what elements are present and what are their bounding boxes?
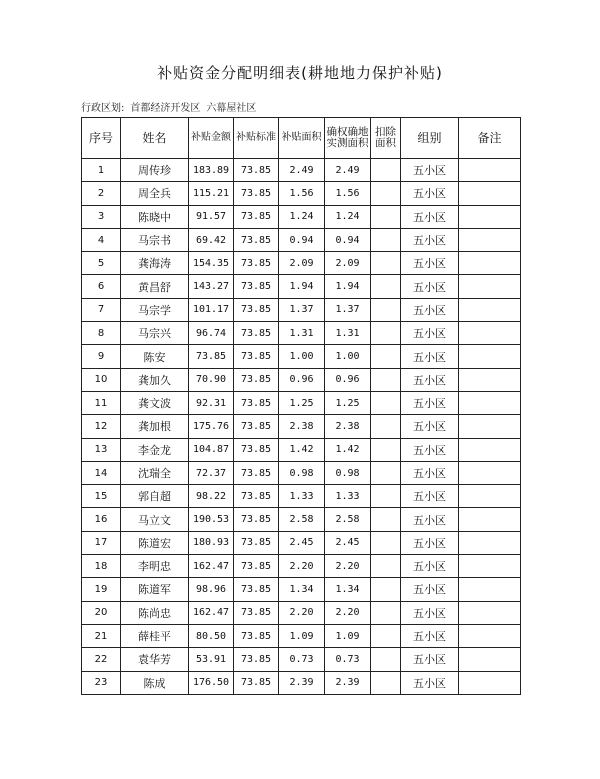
col-header-standard: 补贴标准	[234, 118, 279, 159]
cell-area: 1.37	[279, 298, 325, 321]
cell-index: 6	[82, 275, 121, 298]
cell-remarks	[459, 415, 521, 438]
cell-remarks	[459, 322, 521, 345]
cell-area: 1.25	[279, 391, 325, 414]
cell-amount: 53.91	[189, 648, 234, 671]
cell-group: 五小区	[401, 438, 459, 461]
cell-area: 0.98	[279, 461, 325, 484]
table-row	[82, 159, 521, 182]
table-body	[82, 159, 521, 695]
region-area: 首都经济开发区	[130, 103, 201, 114]
cell-measured-area: 1.56	[325, 182, 371, 205]
cell-index: 7	[82, 298, 121, 321]
region-line	[81, 99, 262, 114]
table-row	[82, 415, 521, 438]
cell-amount: 96.74	[189, 322, 234, 345]
cell-area: 1.09	[279, 624, 325, 647]
cell-deducted-area	[371, 415, 401, 438]
cell-name: 龚海涛	[121, 252, 189, 275]
cell-index: 1	[82, 159, 121, 182]
cell-measured-area: 2.49	[325, 159, 371, 182]
cell-group: 五小区	[401, 461, 459, 484]
cell-standard: 73.85	[234, 648, 279, 671]
cell-index: 11	[82, 391, 121, 414]
cell-name: 沈瑞全	[121, 461, 189, 484]
cell-deducted-area	[371, 345, 401, 368]
cell-standard: 73.85	[234, 252, 279, 275]
cell-area: 2.58	[279, 508, 325, 531]
cell-index: 17	[82, 531, 121, 554]
cell-deducted-area	[371, 531, 401, 554]
table-row	[82, 531, 521, 554]
cell-deducted-area	[371, 648, 401, 671]
cell-remarks	[459, 648, 521, 671]
subsidy-table	[81, 117, 521, 695]
cell-group: 五小区	[401, 228, 459, 251]
cell-amount: 176.50	[189, 671, 234, 694]
col-header-index: 序号	[82, 118, 121, 159]
col-header-group: 组别	[401, 118, 459, 159]
cell-standard: 73.85	[234, 555, 279, 578]
cell-area: 0.73	[279, 648, 325, 671]
cell-standard: 73.85	[234, 205, 279, 228]
table-row	[82, 485, 521, 508]
cell-measured-area: 1.94	[325, 275, 371, 298]
cell-index: 5	[82, 252, 121, 275]
table-row	[82, 391, 521, 414]
cell-group: 五小区	[401, 485, 459, 508]
cell-remarks	[459, 391, 521, 414]
cell-standard: 73.85	[234, 508, 279, 531]
cell-area: 1.34	[279, 578, 325, 601]
cell-measured-area: 2.20	[325, 601, 371, 624]
cell-standard: 73.85	[234, 228, 279, 251]
cell-amount: 98.22	[189, 485, 234, 508]
cell-group: 五小区	[401, 415, 459, 438]
cell-standard: 73.85	[234, 624, 279, 647]
cell-name: 李明忠	[121, 555, 189, 578]
cell-measured-area: 1.24	[325, 205, 371, 228]
col-header-remarks: 备注	[459, 118, 521, 159]
cell-standard: 73.85	[234, 345, 279, 368]
cell-group: 五小区	[401, 159, 459, 182]
cell-deducted-area	[371, 298, 401, 321]
table-row	[82, 601, 521, 624]
table-row	[82, 205, 521, 228]
cell-deducted-area	[371, 252, 401, 275]
cell-area: 2.49	[279, 159, 325, 182]
cell-area: 1.33	[279, 485, 325, 508]
cell-deducted-area	[371, 159, 401, 182]
cell-name: 李金龙	[121, 438, 189, 461]
cell-group: 五小区	[401, 182, 459, 205]
cell-group: 五小区	[401, 555, 459, 578]
col-header-area: 补贴面积	[279, 118, 325, 159]
table-row	[82, 578, 521, 601]
cell-deducted-area	[371, 391, 401, 414]
table-row	[82, 345, 521, 368]
cell-amount: 104.87	[189, 438, 234, 461]
cell-area: 1.00	[279, 345, 325, 368]
cell-name: 马立文	[121, 508, 189, 531]
cell-standard: 73.85	[234, 415, 279, 438]
page-title: 补贴资金分配明细表(耕地地力保护补贴)	[157, 64, 443, 82]
cell-name: 陈道军	[121, 578, 189, 601]
cell-amount: 69.42	[189, 228, 234, 251]
cell-name: 陈成	[121, 671, 189, 694]
cell-index: 21	[82, 624, 121, 647]
cell-area: 2.45	[279, 531, 325, 554]
cell-remarks	[459, 485, 521, 508]
cell-remarks	[459, 624, 521, 647]
cell-remarks	[459, 205, 521, 228]
cell-area: 2.39	[279, 671, 325, 694]
cell-name: 马宗学	[121, 298, 189, 321]
cell-standard: 73.85	[234, 601, 279, 624]
cell-remarks	[459, 671, 521, 694]
cell-index: 15	[82, 485, 121, 508]
cell-group: 五小区	[401, 648, 459, 671]
cell-deducted-area	[371, 601, 401, 624]
cell-amount: 80.50	[189, 624, 234, 647]
cell-deducted-area	[371, 182, 401, 205]
cell-area: 1.56	[279, 182, 325, 205]
cell-name: 周传珍	[121, 159, 189, 182]
table-header-row	[82, 118, 521, 159]
cell-deducted-area	[371, 228, 401, 251]
cell-index: 13	[82, 438, 121, 461]
cell-area: 1.31	[279, 322, 325, 345]
cell-amount: 115.21	[189, 182, 234, 205]
cell-amount: 143.27	[189, 275, 234, 298]
cell-deducted-area	[371, 508, 401, 531]
cell-name: 周全兵	[121, 182, 189, 205]
table-row	[82, 671, 521, 694]
table-row	[82, 438, 521, 461]
cell-area: 1.24	[279, 205, 325, 228]
cell-index: 2	[82, 182, 121, 205]
table-row	[82, 555, 521, 578]
cell-measured-area: 2.39	[325, 671, 371, 694]
cell-measured-area: 1.00	[325, 345, 371, 368]
cell-amount: 73.85	[189, 345, 234, 368]
cell-amount: 91.57	[189, 205, 234, 228]
cell-measured-area: 2.58	[325, 508, 371, 531]
cell-measured-area: 1.34	[325, 578, 371, 601]
cell-index: 14	[82, 461, 121, 484]
cell-deducted-area	[371, 205, 401, 228]
cell-name: 龚加久	[121, 368, 189, 391]
cell-remarks	[459, 228, 521, 251]
cell-measured-area: 2.09	[325, 252, 371, 275]
cell-name: 马宗书	[121, 228, 189, 251]
cell-name: 龚加根	[121, 415, 189, 438]
cell-area: 0.94	[279, 228, 325, 251]
cell-measured-area: 1.25	[325, 391, 371, 414]
cell-index: 19	[82, 578, 121, 601]
cell-remarks	[459, 531, 521, 554]
cell-remarks	[459, 461, 521, 484]
cell-deducted-area	[371, 485, 401, 508]
cell-measured-area: 1.31	[325, 322, 371, 345]
cell-deducted-area	[371, 322, 401, 345]
cell-group: 五小区	[401, 578, 459, 601]
cell-index: 16	[82, 508, 121, 531]
cell-standard: 73.85	[234, 485, 279, 508]
table-row	[82, 182, 521, 205]
table-row	[82, 298, 521, 321]
cell-remarks	[459, 555, 521, 578]
cell-index: 12	[82, 415, 121, 438]
cell-group: 五小区	[401, 531, 459, 554]
cell-measured-area: 1.09	[325, 624, 371, 647]
cell-standard: 73.85	[234, 182, 279, 205]
cell-name: 陈道宏	[121, 531, 189, 554]
cell-area: 1.42	[279, 438, 325, 461]
cell-measured-area: 1.37	[325, 298, 371, 321]
cell-remarks	[459, 159, 521, 182]
cell-area: 1.94	[279, 275, 325, 298]
cell-measured-area: 0.73	[325, 648, 371, 671]
table-row	[82, 508, 521, 531]
cell-measured-area: 2.45	[325, 531, 371, 554]
cell-group: 五小区	[401, 391, 459, 414]
cell-name: 黄昌舒	[121, 275, 189, 298]
cell-amount: 162.47	[189, 555, 234, 578]
table-row	[82, 648, 521, 671]
cell-remarks	[459, 345, 521, 368]
cell-group: 五小区	[401, 671, 459, 694]
cell-group: 五小区	[401, 601, 459, 624]
cell-measured-area: 0.98	[325, 461, 371, 484]
cell-group: 五小区	[401, 275, 459, 298]
cell-standard: 73.85	[234, 438, 279, 461]
cell-standard: 73.85	[234, 531, 279, 554]
table-row	[82, 322, 521, 345]
cell-amount: 70.90	[189, 368, 234, 391]
cell-group: 五小区	[401, 298, 459, 321]
cell-remarks	[459, 578, 521, 601]
cell-remarks	[459, 508, 521, 531]
table-row	[82, 228, 521, 251]
cell-standard: 73.85	[234, 298, 279, 321]
cell-amount: 154.35	[189, 252, 234, 275]
cell-index: 8	[82, 322, 121, 345]
cell-standard: 73.85	[234, 275, 279, 298]
cell-index: 10	[82, 368, 121, 391]
cell-standard: 73.85	[234, 671, 279, 694]
cell-area: 0.96	[279, 368, 325, 391]
cell-name: 袁华芳	[121, 648, 189, 671]
cell-standard: 73.85	[234, 322, 279, 345]
cell-amount: 183.89	[189, 159, 234, 182]
cell-amount: 175.76	[189, 415, 234, 438]
cell-measured-area: 0.94	[325, 228, 371, 251]
cell-deducted-area	[371, 275, 401, 298]
cell-remarks	[459, 298, 521, 321]
cell-amount: 180.93	[189, 531, 234, 554]
col-header-measured-area: 确权确地实测面积	[325, 118, 371, 159]
cell-name: 马宗兴	[121, 322, 189, 345]
cell-deducted-area	[371, 438, 401, 461]
cell-name: 陈尚忠	[121, 601, 189, 624]
cell-amount: 92.31	[189, 391, 234, 414]
cell-deducted-area	[371, 671, 401, 694]
cell-deducted-area	[371, 555, 401, 578]
cell-group: 五小区	[401, 624, 459, 647]
cell-name: 龚文波	[121, 391, 189, 414]
cell-index: 20	[82, 601, 121, 624]
cell-index: 9	[82, 345, 121, 368]
cell-remarks	[459, 601, 521, 624]
cell-group: 五小区	[401, 345, 459, 368]
cell-deducted-area	[371, 461, 401, 484]
cell-index: 22	[82, 648, 121, 671]
table-row	[82, 252, 521, 275]
cell-amount: 72.37	[189, 461, 234, 484]
cell-deducted-area	[371, 624, 401, 647]
col-header-deducted-area: 扣除面积	[371, 118, 401, 159]
cell-measured-area: 1.42	[325, 438, 371, 461]
table-row	[82, 461, 521, 484]
cell-index: 3	[82, 205, 121, 228]
cell-area: 2.20	[279, 555, 325, 578]
cell-measured-area: 0.96	[325, 368, 371, 391]
cell-area: 2.38	[279, 415, 325, 438]
cell-deducted-area	[371, 368, 401, 391]
cell-standard: 73.85	[234, 461, 279, 484]
cell-remarks	[459, 368, 521, 391]
cell-measured-area: 2.38	[325, 415, 371, 438]
cell-area: 2.09	[279, 252, 325, 275]
cell-amount: 190.53	[189, 508, 234, 531]
region-community: 六幕屋社区	[206, 103, 257, 114]
cell-measured-area: 2.20	[325, 555, 371, 578]
cell-standard: 73.85	[234, 578, 279, 601]
cell-name: 陈安	[121, 345, 189, 368]
cell-standard: 73.85	[234, 368, 279, 391]
cell-group: 五小区	[401, 252, 459, 275]
cell-remarks	[459, 275, 521, 298]
cell-group: 五小区	[401, 322, 459, 345]
cell-group: 五小区	[401, 205, 459, 228]
cell-standard: 73.85	[234, 159, 279, 182]
col-header-amount: 补贴金额	[189, 118, 234, 159]
cell-name: 陈晓中	[121, 205, 189, 228]
table-row	[82, 275, 521, 298]
cell-name: 薛桂平	[121, 624, 189, 647]
cell-index: 23	[82, 671, 121, 694]
table-row	[82, 624, 521, 647]
cell-remarks	[459, 182, 521, 205]
cell-name: 郭自超	[121, 485, 189, 508]
cell-remarks	[459, 438, 521, 461]
table-row	[82, 368, 521, 391]
cell-deducted-area	[371, 578, 401, 601]
cell-standard: 73.85	[234, 391, 279, 414]
cell-amount: 162.47	[189, 601, 234, 624]
cell-amount: 101.17	[189, 298, 234, 321]
cell-group: 五小区	[401, 508, 459, 531]
cell-area: 2.20	[279, 601, 325, 624]
cell-group: 五小区	[401, 368, 459, 391]
col-header-name: 姓名	[121, 118, 189, 159]
region-label: 行政区划:	[81, 103, 125, 114]
cell-remarks	[459, 252, 521, 275]
cell-amount: 98.96	[189, 578, 234, 601]
cell-index: 18	[82, 555, 121, 578]
cell-measured-area: 1.33	[325, 485, 371, 508]
cell-index: 4	[82, 228, 121, 251]
